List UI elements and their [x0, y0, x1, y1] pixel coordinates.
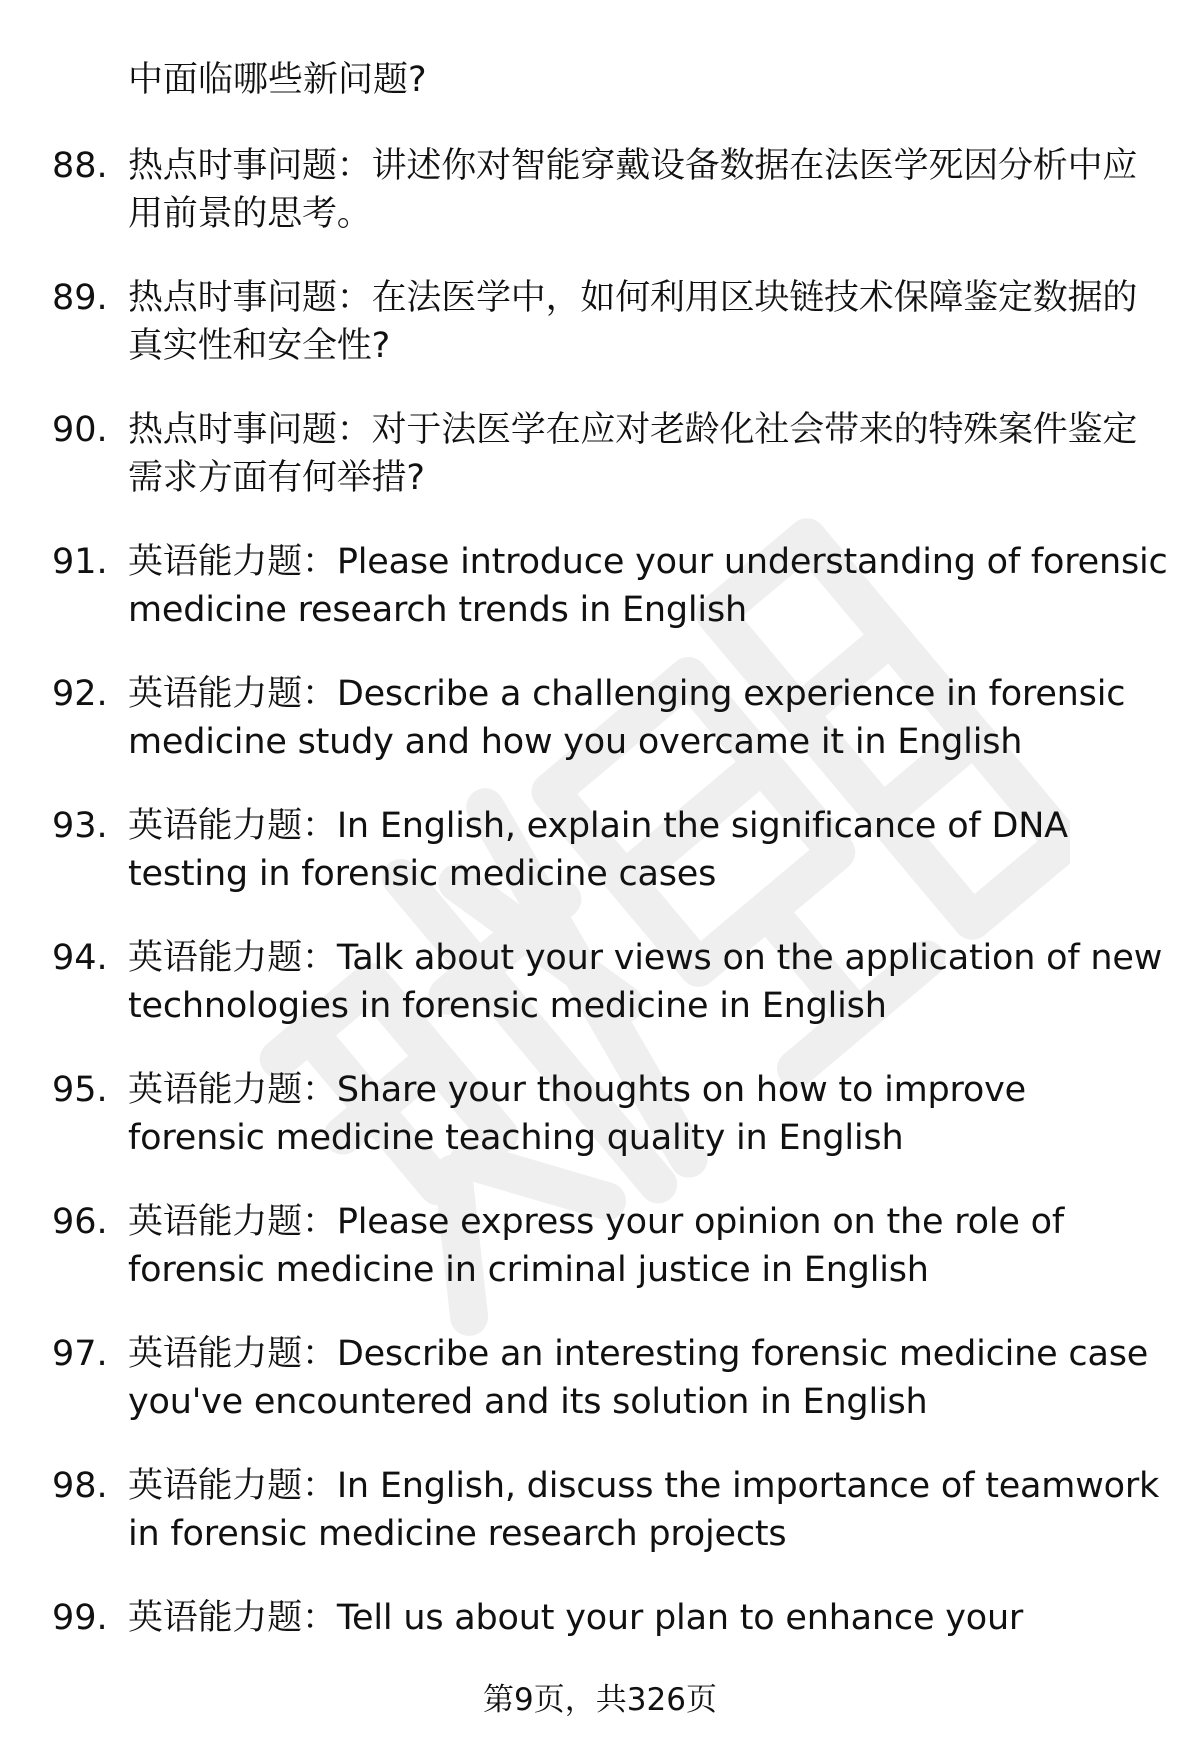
question-item	[0, 802, 1200, 934]
question-category: 英语能力题：	[128, 938, 337, 978]
question-category: 热点时事问题：	[128, 278, 372, 318]
question-text-block	[128, 142, 1168, 238]
question-item	[0, 1462, 1200, 1594]
question-text: Tell us about your plan to enhance your	[336, 1598, 1024, 1638]
question-text: Describe a challenging experience in forensic medicine study and how you overcame it in English	[128, 674, 1126, 762]
question-number: 98.	[52, 1466, 108, 1506]
question-text-block	[128, 1066, 1168, 1162]
question-text-block	[128, 802, 1168, 898]
question-number: 95.	[52, 1070, 108, 1110]
question-text-block	[128, 274, 1168, 370]
question-item	[0, 406, 1200, 538]
page-footer: 第9页，共326页	[483, 1682, 717, 1718]
question-text-block	[128, 406, 1168, 502]
question-text-block	[128, 538, 1168, 634]
question-category: 英语能力题：	[128, 542, 337, 582]
question-item	[0, 1198, 1200, 1330]
continuation-text: 中面临哪些新问题?	[128, 60, 427, 100]
question-category: 英语能力题：	[128, 1334, 337, 1374]
question-text-block	[128, 670, 1168, 766]
question-item	[0, 934, 1200, 1066]
question-number: 91.	[52, 542, 108, 582]
question-text-block	[128, 934, 1168, 1030]
question-number: 88.	[52, 146, 108, 186]
question-number: 92.	[52, 674, 108, 714]
question-text-block	[128, 1330, 1168, 1426]
question-category: 英语能力题：	[128, 1466, 337, 1506]
question-text: 在法医学中，如何利用区块链技术保障鉴定数据的真实性和安全性?	[128, 278, 1138, 366]
question-number: 94.	[52, 938, 108, 978]
question-number: 99.	[52, 1598, 108, 1638]
question-text-block	[128, 1198, 1168, 1294]
question-text: 讲述你对智能穿戴设备数据在法医学死因分析中应用前景的思考。	[128, 146, 1138, 234]
question-number: 96.	[52, 1202, 108, 1242]
question-number: 89.	[52, 278, 108, 318]
question-item	[0, 274, 1200, 406]
question-item	[0, 142, 1200, 274]
question-item	[0, 1066, 1200, 1198]
question-category: 英语能力题：	[128, 1070, 337, 1110]
question-item	[0, 670, 1200, 802]
question-text: In English, explain the significance of DNA testing in forensic medicine cases	[128, 806, 1068, 894]
question-category: 英语能力题：	[128, 806, 337, 846]
question-text: Please express your opinion on the role of forensic medicine in criminal justice in English	[128, 1202, 1064, 1290]
question-item	[0, 538, 1200, 670]
question-text-block	[128, 1462, 1168, 1558]
question-category: 热点时事问题：	[128, 410, 372, 450]
question-text: In English, discuss the importance of teamwork in forensic medicine research projects	[128, 1466, 1160, 1554]
question-category: 英语能力题：	[128, 1598, 337, 1638]
question-text-block	[128, 1594, 1168, 1642]
question-category: 英语能力题：	[128, 674, 337, 714]
question-number: 90.	[52, 410, 108, 450]
question-category: 热点时事问题：	[128, 146, 372, 186]
question-text: 对于法医学在应对老龄化社会带来的特殊案件鉴定需求方面有何举措?	[128, 410, 1138, 498]
question-category: 英语能力题：	[128, 1202, 337, 1242]
question-item	[0, 1330, 1200, 1462]
question-number: 97.	[52, 1334, 108, 1374]
question-number: 93.	[52, 806, 108, 846]
question-text: Describe an interesting forensic medicine case you've encountered and its solution in English	[128, 1334, 1149, 1422]
question-list	[0, 142, 1200, 1726]
question-text: Talk about your views on the application of new technologies in forensic medicine in English	[128, 938, 1163, 1026]
question-text: Please introduce your understanding of forensic medicine research trends in English	[128, 542, 1168, 630]
question-text: Share your thoughts on how to improve forensic medicine teaching quality in English	[128, 1070, 1026, 1158]
